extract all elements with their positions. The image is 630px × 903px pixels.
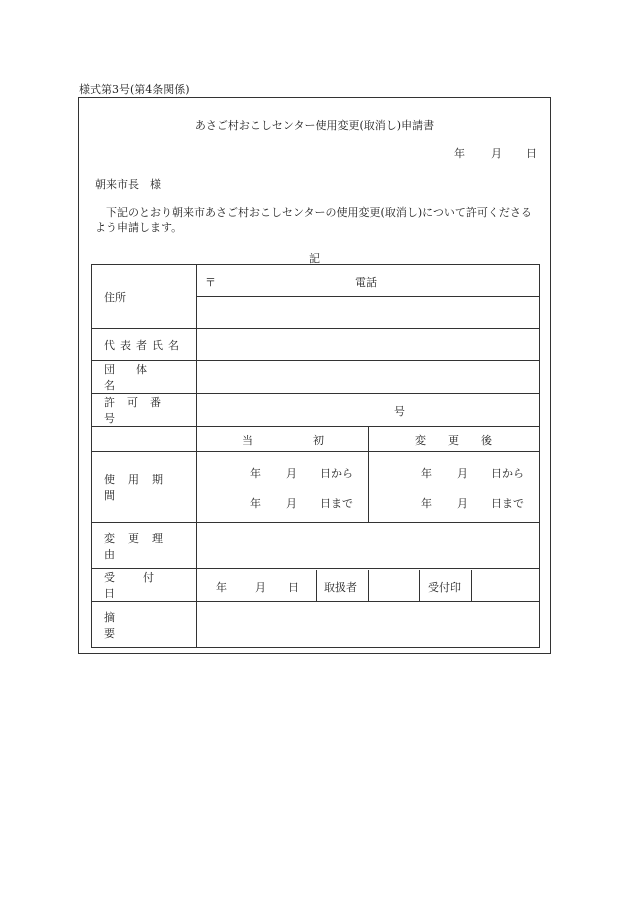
period-label-cell [92,452,197,523]
representative-input-cell[interactable] [197,329,540,361]
orig-until-day: 日まで [320,497,353,510]
receipt-day: 日 [288,580,299,594]
address-input-cell[interactable] [197,265,540,297]
representative-label: 代表者氏名 [104,338,184,352]
date-month-label: 月 [491,147,502,160]
postal-mark: 〒 [205,276,216,289]
period-cell [197,452,540,523]
addressee: 朝来市長 様 [95,178,161,191]
stamp-input-cell[interactable] [472,570,539,601]
original-header-text: 当初 [242,434,384,447]
permit-input-cell[interactable] [197,394,540,427]
chg-from-year: 年 [421,467,432,480]
orig-from-month: 月 [286,467,297,480]
permit-label-cell [92,394,197,427]
orig-from-day: 日から [320,467,353,480]
application-table [91,264,540,648]
change-header [369,427,539,451]
group-input-cell[interactable] [197,361,540,394]
receipt-cell [197,569,540,602]
orig-until-month: 月 [286,497,297,510]
remarks-input-cell[interactable] [197,602,540,648]
chg-until-day: 日まで [491,497,524,510]
group-label: 団体名 [104,363,168,392]
change-header-text: 変更後 [415,434,514,447]
group-label-cell [92,361,197,394]
handler-label-cell [317,570,369,601]
period-header-cell [197,427,540,452]
ki-heading: 記 [309,252,320,265]
handler-input-cell[interactable] [369,570,420,601]
date-day-label: 日 [526,147,537,160]
receipt-label-cell [92,569,197,602]
remarks-label-cell [92,602,197,648]
body-text-content: 下記のとおり朝来市あさご村おこしセンターの使用変更(取消し)について許可くださるよう申請します。 [95,206,532,234]
document-title: あさご村おこしセンター使用変更(取消し)申請書 [194,119,435,132]
original-period[interactable] [197,452,369,522]
chg-until-month: 月 [457,497,468,510]
stamp-label-cell [420,570,472,601]
form-frame [78,97,551,654]
reason-label-cell [92,523,197,569]
permit-label: 許可番号 [104,396,173,425]
phone-label: 電話 [355,276,377,289]
receipt-year: 年 [216,580,227,594]
representative-label-cell [92,329,197,361]
body-text [95,205,535,235]
receipt-date[interactable] [197,570,317,601]
period-label: 使用期間 [104,473,176,502]
address-label-cell [92,265,197,329]
stamp-label: 受付印 [428,580,461,594]
reason-label: 変更理由 [104,531,176,561]
orig-from-year: 年 [250,467,261,480]
chg-from-month: 月 [457,467,468,480]
form-number: 様式第3号(第4条関係) [79,83,190,96]
remarks-label: 摘要 [104,610,175,640]
changed-period[interactable] [369,452,539,522]
permit-suffix: 号 [394,405,405,418]
chg-until-year: 年 [421,497,432,510]
address-line-2-cell[interactable] [197,297,540,329]
receipt-label: 受付日 [104,571,182,600]
address-label-text: 住所 [104,290,126,304]
receipt-month: 月 [255,580,266,594]
reason-input-cell[interactable] [197,523,540,569]
period-header-blank [92,427,197,452]
orig-until-year: 年 [250,497,261,510]
address-label [92,289,196,305]
handler-label: 取扱者 [324,580,357,594]
chg-from-day: 日から [491,467,524,480]
date-year-label: 年 [454,147,465,160]
original-header [197,427,384,451]
